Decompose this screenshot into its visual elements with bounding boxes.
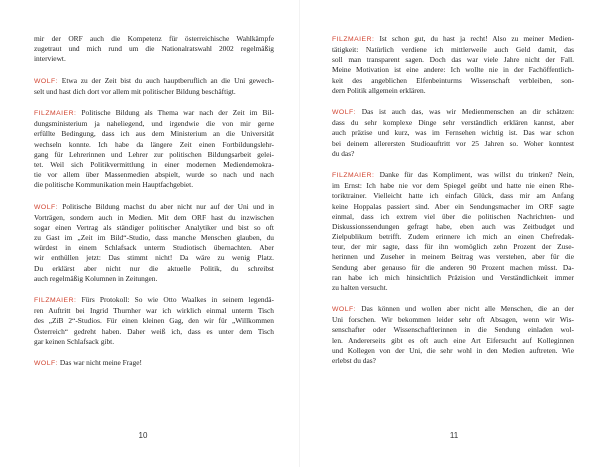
text-line — [332, 128, 574, 138]
text-line — [332, 45, 574, 55]
line-text: dass du sehr komplexe Dinge sehr verständlich erklären kannst, aber — [332, 118, 574, 128]
line-text: gar keinen Schlafsack gibt. — [34, 336, 115, 346]
line-text: Danke für das Kompliment, was willst du trinken? Nein, — [374, 170, 574, 180]
speaker-label: WOLF: — [332, 306, 357, 314]
line-text: wechseln konnte. Ich habe da längere Zeit einen Fortbildungslehr- — [34, 139, 274, 149]
line-text: len. Andererseits gibt es oft auch eine Art Eifersucht auf Kolleginnen — [332, 335, 574, 345]
line-text: Vorträgen, sondern auch in Medien. Mit dem ORF hast du inzwischen — [34, 212, 274, 222]
text-line — [332, 315, 574, 325]
left-page-text — [34, 34, 274, 380]
line-text: würdest in einem Schlafsack unterm Studiotisch übernachten. Aber — [34, 243, 274, 253]
text-line — [332, 34, 574, 45]
text-line — [34, 233, 274, 243]
line-text: Uni forschen. Wir bekommen leider sehr oft Absagen, wenn wir Wis- — [332, 315, 574, 325]
line-text: Zielpublikum betrifft. Zudem erinnere ich mich an einen Chefredak- — [332, 232, 574, 242]
text-line — [332, 336, 574, 346]
text-line — [34, 54, 274, 64]
text-line — [332, 263, 574, 273]
right-page — [300, 0, 600, 467]
line-text: erfüllte Bedingung, dass ich aus dem Ministerium an die Universität — [34, 129, 274, 139]
text-line — [332, 86, 574, 96]
text-line — [332, 212, 574, 222]
text-line — [332, 149, 574, 159]
text-line — [332, 170, 574, 181]
text-line — [34, 337, 274, 347]
paragraph — [34, 76, 274, 97]
text-line — [34, 129, 274, 139]
page-number: 10 — [138, 431, 148, 440]
line-text: tie vor allem über Massenmedien abspielt, wurde so nach und nach — [34, 170, 274, 180]
paragraph — [34, 34, 274, 64]
text-line — [332, 304, 574, 315]
line-text: Fürs Protokoll: So wie Otto Waalkes in seinem legendä- — [76, 295, 274, 305]
line-text: dungsministerium ja naheliegend, und irgendwie die von mir gerne — [34, 119, 274, 129]
line-text: du das? — [332, 148, 355, 158]
text-line — [34, 160, 274, 170]
text-line — [34, 180, 274, 190]
line-text: erlebst du das? — [332, 355, 376, 365]
line-text: herinnen und Zuseher in meinem Beitrag was verstehen, aber für die — [332, 252, 574, 262]
text-line — [332, 252, 574, 262]
text-line — [332, 55, 574, 65]
line-text: keine Hoppalas passiert sind. Aber ein Sendungsmacher im ORF sagte — [332, 201, 574, 211]
line-text: Das können und wollen aber nicht alle Menschen, die an der — [356, 304, 574, 314]
text-line — [34, 295, 274, 306]
text-line — [332, 325, 574, 335]
text-line — [332, 139, 574, 149]
line-text: auch regelmäßig Kolumnen in Zeitungen. — [34, 273, 158, 283]
line-text: auch präzise und kurz, was im Fernsehen wichtig ist. Das war schon — [332, 128, 574, 138]
paragraph — [34, 358, 274, 369]
text-line — [332, 273, 574, 283]
speaker-label: WOLF: — [34, 77, 59, 85]
text-line — [34, 87, 274, 97]
line-text: zugetraut und mich rund um die Nationalratswahl 2002 regelmäßig — [34, 44, 274, 54]
text-line — [332, 222, 574, 232]
line-text: gang für Lehrerinnen und Lehrer zur politischen Bildungsarbeit gelei- — [34, 149, 274, 159]
line-text: soll man transparent sagen. Doch das war viele Jahre nicht der Fall. — [332, 55, 574, 65]
paragraph — [34, 202, 274, 284]
text-line — [34, 274, 274, 284]
line-text: des „ZiB 2“-Studios. Für einen kleinen Gag, den wir für „Willkommen — [34, 316, 274, 326]
speaker-label: FILZMAIER: — [34, 110, 77, 118]
text-line — [34, 140, 274, 150]
line-text: Ist schon gut, du hast ja recht! Also zu meiner Medien- — [374, 34, 574, 43]
line-text: Sendung aber genauso für die anderen 90 Prozent machen müsst. Da- — [332, 262, 574, 272]
text-line — [34, 316, 274, 326]
line-text: Das ist auch das, was wir Medienmenschen an dir schätzen: — [356, 107, 574, 117]
line-text: und Kollegen von der Uni, die sehr wohl in den Medien auftreten. Wie — [332, 345, 574, 355]
text-line — [332, 191, 574, 201]
line-text: teur, der mir sagte, dass für ihn womöglich zehn Prozent der Zuse- — [332, 242, 574, 252]
text-line — [332, 65, 574, 75]
text-line — [34, 264, 274, 274]
line-text: senschafter oder Wissenschaftlerinnen in die Sendung einladen wol- — [332, 325, 574, 335]
text-line — [34, 170, 274, 180]
speaker-label: WOLF: — [332, 109, 357, 117]
line-text: dern Politik allgemein erklären. — [332, 85, 426, 95]
paragraph — [332, 304, 574, 366]
text-line — [332, 118, 574, 128]
line-text: keit des angeblichen Elfenbeinturms Wissenschaft verbleiben, son- — [332, 75, 574, 85]
speaker-label: WOLF: — [34, 203, 59, 211]
line-text: tet. Weil sich Politikvermittlung in einer modernen Mediendemokra- — [34, 159, 274, 169]
text-line — [332, 202, 574, 212]
speaker-label: WOLF: — [34, 360, 59, 367]
text-line — [34, 44, 274, 54]
line-text: Österreich“ gedreht haben. Daher weiß ich, dass es unter dem Tisch — [34, 326, 274, 336]
line-text: Politische Bildung machst du aber nicht nur auf der Uni und in — [58, 201, 274, 211]
text-line — [332, 76, 574, 86]
line-text: einmal, dass ich extrem viel über die politischen Nachrichten- und — [332, 211, 574, 221]
line-text: Politische Bildung als Thema war nach der Zeit im Bil- — [76, 108, 274, 118]
line-text: Meine Motivation ist eine andere: Ich wollte nie in der Fachöffentlich- — [332, 65, 574, 75]
speaker-label: FILZMAIER: — [332, 36, 375, 43]
text-line — [34, 119, 274, 129]
line-text: Du erklärst aber nicht nur die aktuelle Politik, du schreibst — [34, 263, 274, 273]
line-text: Etwa zu der Zeit bist du auch hauptberuflich an die Uni gewech- — [58, 75, 274, 85]
text-line — [332, 242, 574, 252]
text-line — [34, 223, 274, 233]
line-text: sogar einen Vertrag als ständiger politischer Analytiker und bist so oft — [34, 222, 274, 232]
text-line — [34, 108, 274, 119]
paragraph — [332, 107, 574, 159]
text-line — [34, 306, 274, 316]
text-line — [34, 327, 274, 337]
text-line — [34, 243, 274, 253]
text-line — [34, 202, 274, 213]
line-text: mir der ORF auch die Kompetenz für österreichische Wahlkämpfe — [34, 34, 274, 43]
line-text: ren Auftritt bei Ingrid Thurnher war ich wirklich einmal unterm Tisch — [34, 306, 274, 316]
line-text: wir enthüllen jetzt: Das stimmt nicht! Da wäre zu wenig Platz. — [34, 253, 274, 263]
line-text: ran habe ich mich hinsichtlich Präzision und Verständlichkeit immer — [332, 272, 574, 282]
text-line — [332, 356, 574, 366]
speaker-label: FILZMAIER: — [34, 297, 77, 305]
text-line — [332, 232, 574, 242]
line-text: Diskussionssendungen gefragt habe, eben auch was Zeitbudget und — [332, 221, 574, 231]
line-text: tätigkeit: Natürlich verdiene ich mittlerweile auch Geld damit, das — [332, 45, 574, 55]
paragraph — [34, 295, 274, 347]
speaker-label: FILZMAIER: — [332, 172, 375, 180]
paragraph — [332, 170, 574, 293]
line-text: im Ernst: Ich habe nie vor dem Spiegel geübt und hatte nie einen Rhe- — [332, 181, 574, 191]
text-line — [332, 346, 574, 356]
text-line — [34, 76, 274, 87]
text-line — [34, 150, 274, 160]
text-line — [34, 358, 274, 369]
line-text: bei deinem allerersten Studioauftritt vor 25 Jahren so. Woher konntest — [332, 138, 574, 148]
text-line — [34, 253, 274, 263]
line-text: interviewt. — [34, 54, 66, 64]
text-line — [34, 34, 274, 44]
text-line — [332, 181, 574, 191]
paragraph — [332, 34, 574, 96]
text-line — [34, 213, 274, 223]
line-text: Das war nicht meine Frage! — [58, 358, 142, 367]
page-number: 11 — [449, 431, 459, 440]
line-text: zu halten versucht. — [332, 282, 388, 292]
line-text: selt und hast dich dort vor allem mit politischer Bildung beschäftigt. — [34, 86, 236, 96]
paragraph — [34, 108, 274, 190]
text-line — [332, 283, 574, 293]
line-text: die politische Kommunikation mein Hauptfachgebiet. — [34, 180, 194, 190]
right-page-text — [332, 34, 574, 377]
text-line — [332, 107, 574, 118]
line-text: zu Gast im „Zeit im Bild“-Studio, dass manche Menschen glauben, du — [34, 233, 274, 243]
line-text: toriktrainer. Vielleicht hatte ich einfach Glück, dass mir am Anfang — [332, 191, 574, 201]
